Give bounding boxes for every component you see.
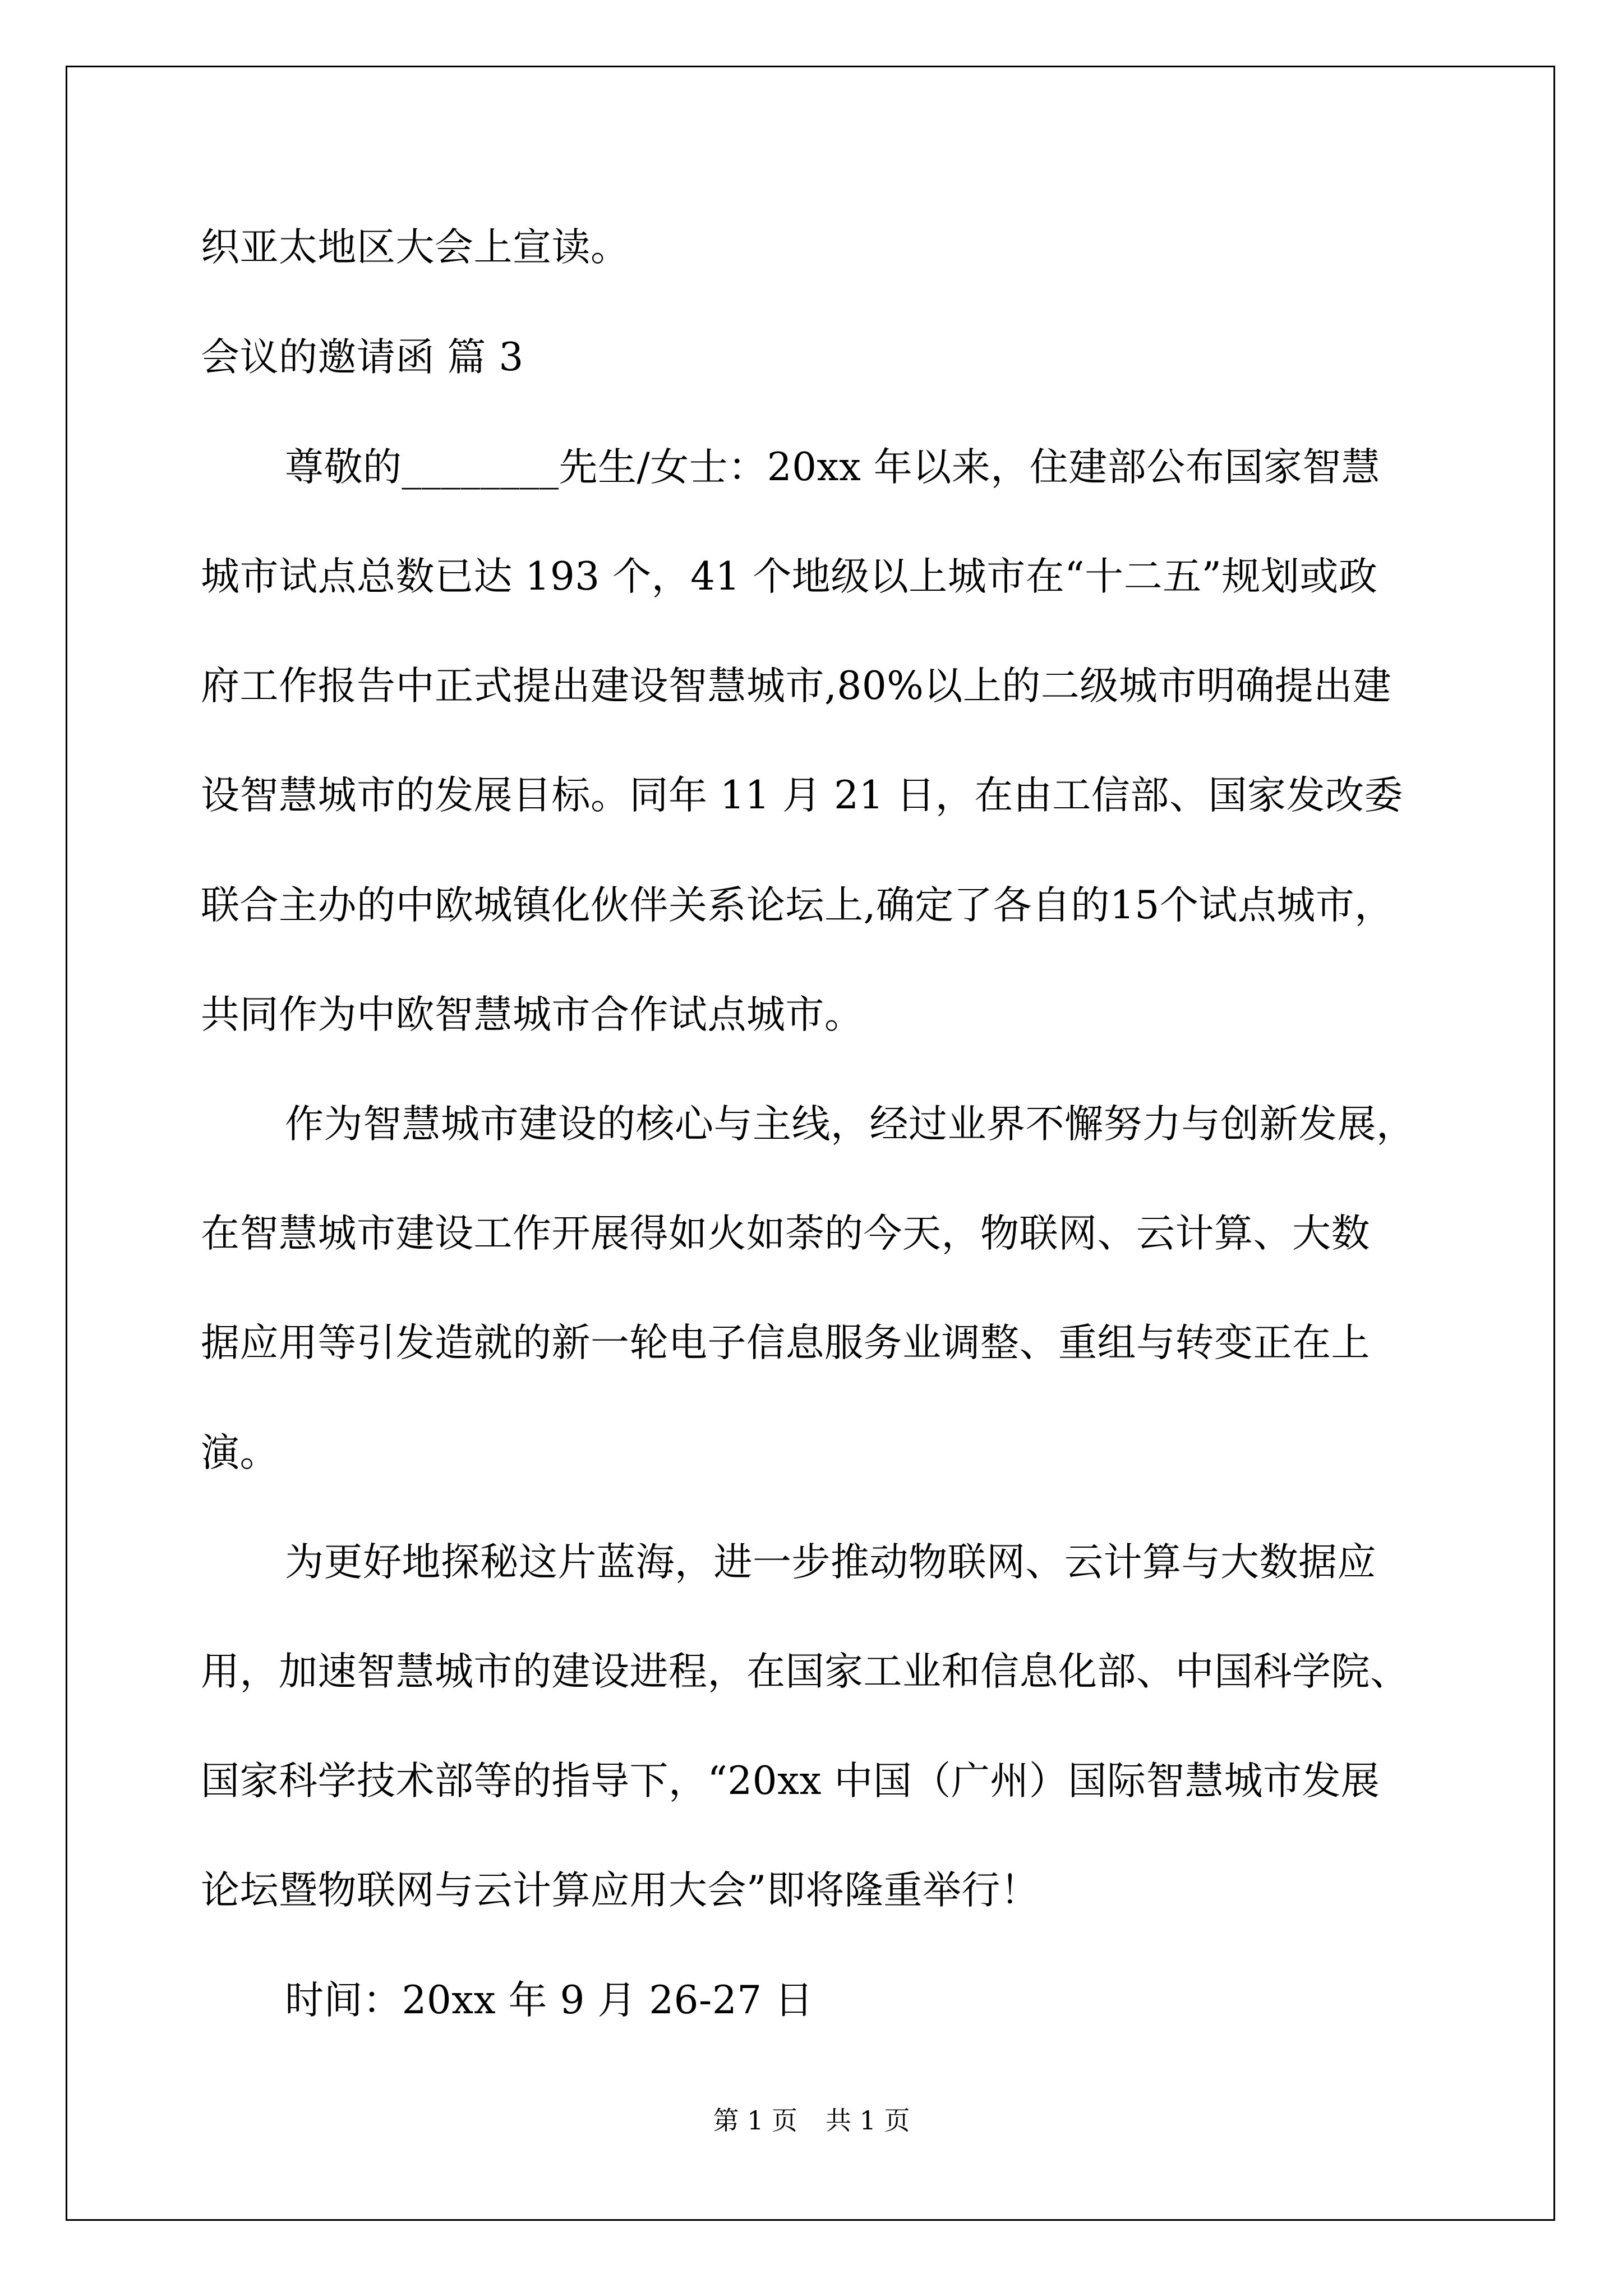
body-line-11: 据应用等引发造就的新一轮电子信息服务业调整、重组与转变正在上: [201, 1320, 1370, 1365]
body-line-5: 府工作报告中正式提出建设智慧城市,80%以上的二级城市明确提出建: [201, 664, 1392, 708]
body-line-salutation: 尊敬的________先生/女士：20xx 年以来，住建部公布国家智慧: [285, 445, 1381, 490]
body-line-8: 共同作为中欧智慧城市合作试点城市。: [201, 992, 864, 1037]
page-footer: [0, 2104, 1623, 2137]
body-line-16: 论坛暨物联网与云计算应用大会”即将隆重举行！: [201, 1868, 1040, 1913]
body-line-10: 在智慧城市建设工作开展得如火如荼的今天，物联网、云计算、大数: [201, 1211, 1370, 1256]
body-line-7: 联合主办的中欧城镇化伙伴关系论坛上,确定了各自的15个试点城市，: [201, 883, 1394, 928]
page-total: 共 1 页: [826, 2105, 910, 2136]
body-line-4: 城市试点总数已达 193 个，41 个地级以上城市在“十二五”规划或政: [201, 554, 1378, 599]
body-line-1: 织亚太地区大会上宣读。: [201, 225, 630, 270]
page-number: 第 1 页: [713, 2105, 797, 2136]
body-line-12: 演。: [201, 1430, 279, 1475]
body-line-13: 为更好地探秘这片蓝海，进一步推动物联网、云计算与大数据应: [285, 1540, 1376, 1585]
body-line-time: 时间：20xx 年 9 月 26-27 日: [285, 1978, 814, 2023]
body-line-15: 国家科学技术部等的指导下，“20xx 中国（广州）国际智慧城市发展: [201, 1759, 1380, 1803]
body-line-6: 设智慧城市的发展目标。同年 11 月 21 日，在由工信部、国家发改委: [201, 773, 1403, 818]
section-heading: 会议的邀请函 篇 3: [201, 335, 524, 380]
body-line-14: 用，加速智慧城市的建设进程，在国家工业和信息化部、中国科学院、: [201, 1649, 1409, 1694]
body-line-9: 作为智慧城市建设的核心与主线，经过业界不懈努力与创新发展，: [285, 1102, 1415, 1147]
